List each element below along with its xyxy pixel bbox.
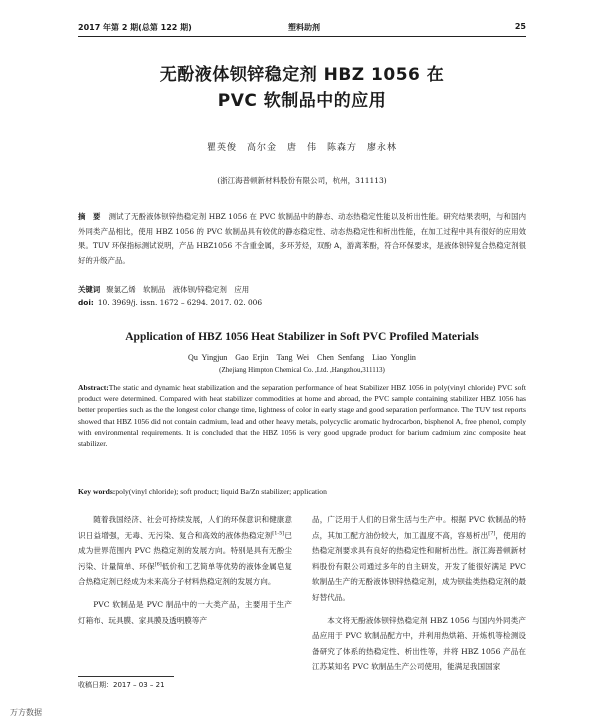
authors-cn: 瞿英俊 高尔金 唐 伟 陈森方 廖永林: [206, 143, 397, 153]
affiliation-cn: (浙江海普顿新材料股份有限公司，杭州，311113): [217, 176, 387, 185]
body-paragraph: PVC 软制品是 PVC 制品中的一大类产品，主要用于生产灯箱布、玩具膜、家具膜及透明膜等产: [78, 599, 292, 625]
keywords-cn-label: 关键词: [78, 285, 101, 294]
abstract-cn: [78, 210, 526, 268]
body-paragraph: 品，广泛用于人们的日常生活与生产中。根据 PVC 软制品的特点，其加工配方油份较大，加工温度不高，容易析出[7]，使用的热稳定剂要求具有良好的热稳定性和耐析出性。浙江海普顿新材料股份有限公司通过多年的自主研发，开发了能很好满足 PVC 软制品生产的无酚液体钡锌热稳定剂，成为钡盐类热稳定剂的最好替代品。: [312, 515, 527, 602]
citation-ref: [7]: [488, 530, 496, 537]
citation-ref: [1-5]: [272, 530, 285, 537]
footnote-rule: [78, 676, 174, 677]
journal-name: 塑料助剂: [288, 23, 320, 32]
authors-en: Qu Yingjun Gao Erjin Tang Wei Chen Senfang Liao Yonglin: [188, 353, 416, 362]
keywords-cn: [78, 284, 526, 295]
affiliation-en: (Zhejiang Himpton Chemical Co. ,Ltd. ,Hangzhou,311113): [219, 366, 385, 374]
body-column-right: [312, 512, 526, 682]
title-cn-line1: 无酚液体钡锌稳定剂 HBZ 1056 在: [159, 65, 445, 85]
title-cn-line2: PVC 软制品中的应用: [217, 91, 387, 111]
abstract-cn-label: 摘 要: [78, 212, 101, 221]
abstract-en: [78, 382, 526, 449]
header-rule: [78, 36, 526, 37]
body-column-left: [78, 512, 292, 635]
issue-info: 2017 年第 2 期(总第 122 期): [78, 23, 192, 32]
keywords-cn-text: 聚氯乙烯 软制品 液体钡/锌稳定剂 应用: [106, 285, 250, 294]
body-paragraph: 随着我国经济、社会可持续发展，人们的环保意识和健康意识日益增强，无毒、无污染、复合和高效的液体热稳定剂[1-5]已成为世界范围内 PVC 热稳定剂的发展方向。特别是具有无酚尘污染、计量简单、环保[6]低价和工艺简单等优势的液体金属皂复合热稳定剂已经成为未来高分子材料热稳定剂的发展方向。: [78, 515, 293, 587]
doi-line: [78, 298, 526, 307]
doi-value: 10. 3969/j. issn. 1672 – 6294. 2017. 02. 006: [97, 298, 263, 307]
keywords-en-text: poly(vinyl chloride); soft product; liquid Ba/Zn stabilizer; application: [115, 487, 327, 496]
running-header: [78, 22, 526, 36]
received-date-footnote: 收稿日期：2017 – 03 – 21: [78, 681, 165, 689]
page-number: 25: [514, 22, 526, 31]
watermark: 万方数据: [10, 708, 42, 717]
abstract-en-label: Abstract:: [78, 383, 109, 392]
title-en: Application of HBZ 1056 Heat Stabilizer in Soft PVC Profiled Materials: [125, 331, 479, 343]
citation-ref: [6]: [154, 561, 162, 568]
keywords-en: [78, 487, 526, 496]
doi-label: doi:: [78, 298, 94, 307]
abstract-cn-text: 测试了无酚液体钡锌热稳定剂 HBZ 1056 在 PVC 软制品中的静态、动态热稳定性能以及析出性能。研究结果表明，与和国内外同类产品相比，使用 HBZ 1056 的 PVC 软制品具有较优的静态稳定性、动态热稳定性和析出性能，在加工过程中具有很好的应用效果。TUV 环保指标测试说明，产品 HBZ1056 不含重金属，多环芳烃，双酚 A，游离苯酚，符合环保要求，是液体钡锌复合热稳定剂很好的升级产品。: [78, 212, 526, 265]
body-paragraph: 本文将无酚液体钡锌热稳定剂 HBZ 1056 与国内外同类产品应用于 PVC 软制品配方中，并利用热烘箱、开炼机等检测设备研究了体系的热稳定性、析出性等，并将 HBZ 1056 产品在江苏某知名 PVC 软制品生产公司使用，能满足我国国家: [312, 615, 526, 672]
keywords-en-label: Key words:: [78, 487, 116, 496]
abstract-en-text: The static and dynamic heat stabilization and the separation performance of heat Stabilizer HBZ 1056 in poly(vinyl chloride) PVC soft product were determined. Compared with heat stabilizer commodities at home and abroad, the PVC sample containing stabilizer HBZ 1056 has better properties such as the the longest color change time, lightness of color in early stage and good separation performance. The TUV test reports showed that HBZ 1056 did not contain cadmium, lead and other heavy metals, polycyclic aromatic hydrocarbon, bisphenol A, free phenol, comply with environmental requirements. It is concluded that the HBZ 1056 is very good upgrade product for barium cadmium zinc composite heat stabilizer.: [78, 383, 526, 449]
